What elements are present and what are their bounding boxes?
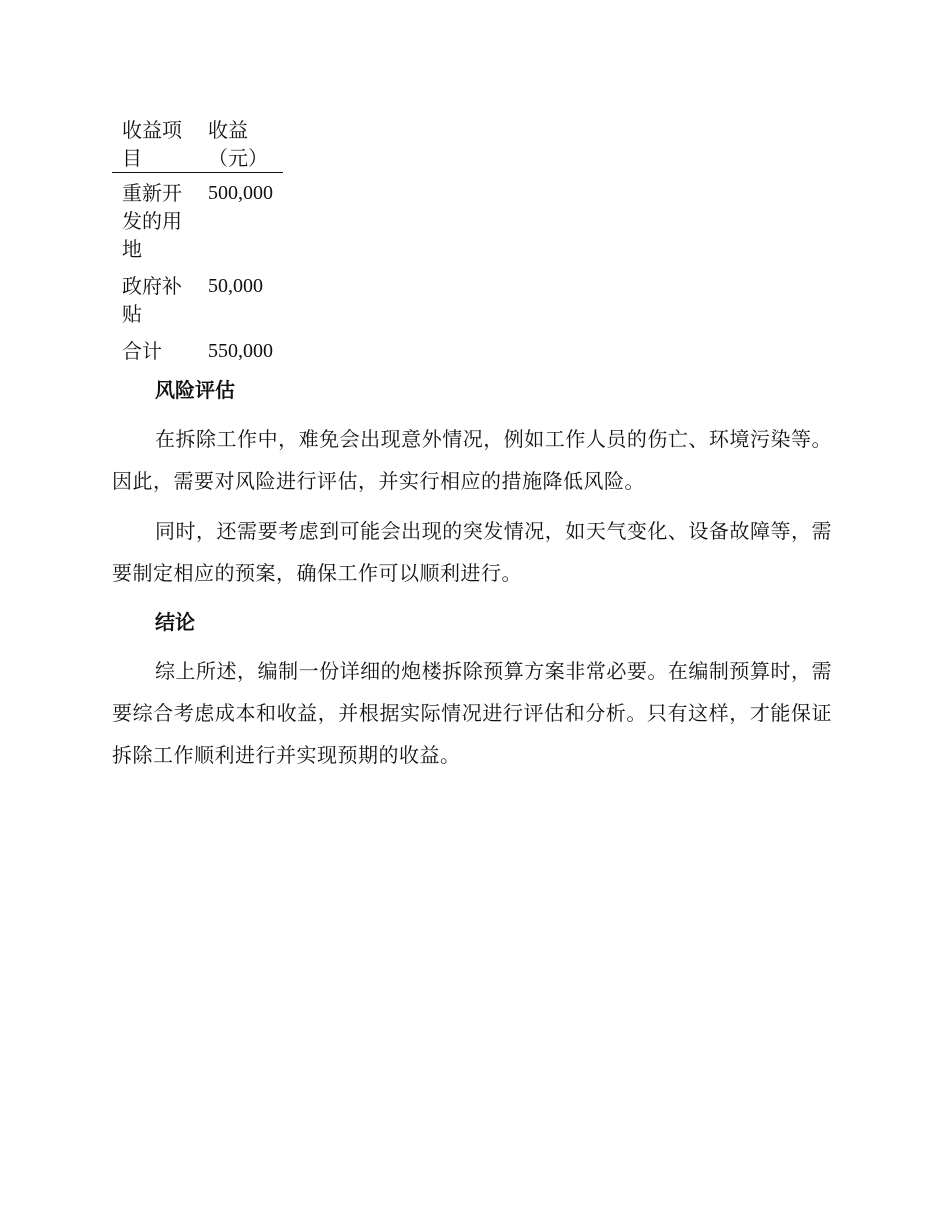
table-cell-item	[112, 266, 196, 331]
table-row	[112, 266, 283, 331]
row-item-label: 合计	[122, 339, 162, 363]
table-cell-item	[112, 331, 196, 368]
table-cell-amount: 550,000	[208, 340, 273, 362]
row-item-label: 重新开发的用地	[122, 181, 182, 261]
risk-paragraph-2: 同时，还需要考虑到可能会出现的突发情况，如天气变化、设备故障等，需要制定相应的预案，确保工作可以顺利进行。	[112, 519, 832, 585]
conclusion-paragraph: 综上所述，编制一份详细的炮楼拆除预算方案非常必要。在编制预算时，需要综合考虑成本和收益，并根据实际情况进行评估和分析。只有这样，才能保证拆除工作顺利进行并实现预期的收益。	[112, 659, 832, 767]
table-row	[112, 173, 283, 267]
table-cell-item	[112, 173, 196, 267]
income-table	[112, 110, 283, 368]
risk-heading: 风险评估	[155, 378, 235, 402]
conclusion-heading: 结论	[155, 610, 195, 634]
table-header-item	[112, 110, 196, 173]
document-page	[112, 110, 832, 776]
table-header-amount	[196, 110, 283, 173]
table-header-amount-label: 收益（元）	[208, 118, 268, 170]
table-header-item-label: 收益项目	[122, 118, 182, 170]
risk-paragraph-1: 在拆除工作中，难免会出现意外情况，例如工作人员的伤亡、环境污染等。因此，需要对风险进行评估，并实行相应的措施降低风险。	[112, 427, 832, 493]
table-header-row	[112, 110, 283, 173]
table-cell-amount: 50,000	[208, 275, 263, 297]
row-item-label: 政府补贴	[122, 274, 182, 326]
table-cell-amount: 500,000	[208, 182, 273, 204]
table-row-total	[112, 331, 283, 368]
